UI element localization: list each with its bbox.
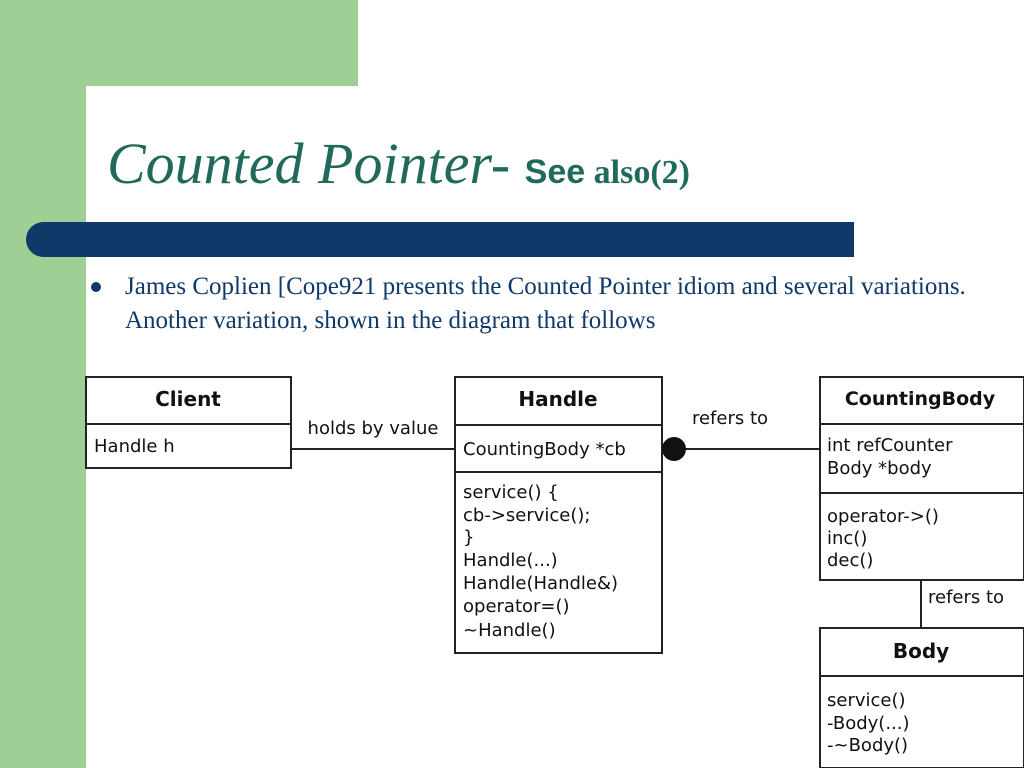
handle-op: ~Handle()	[463, 620, 556, 641]
body-class-name: Body	[892, 639, 950, 663]
refers-to-label-1: refers to	[691, 408, 769, 429]
body-op: -Body(...)	[827, 713, 910, 734]
countingbody-op: operator->()	[827, 506, 939, 527]
countingbody-class-box	[820, 377, 1024, 580]
handle-op: cb->service();	[463, 505, 591, 526]
aggregation-dot-icon	[662, 437, 686, 461]
countingbody-op: inc()	[827, 528, 868, 549]
title-see: See	[524, 153, 586, 191]
handle-class-box	[455, 377, 662, 653]
body-op: -~Body()	[827, 735, 909, 756]
handle-op: service() {	[463, 482, 559, 503]
countingbody-attr: int refCounter	[827, 435, 953, 456]
handle-class-name: Handle	[518, 387, 598, 411]
countingbody-op: dec()	[827, 550, 874, 571]
client-class-box	[86, 377, 291, 468]
body-class-box	[820, 628, 1024, 768]
body-op: service()	[827, 690, 906, 711]
holds-by-value-label: holds by value	[307, 418, 439, 439]
handle-op: Handle(Handle&)	[463, 573, 619, 594]
title-main: Counted Pointer-	[107, 131, 525, 196]
bullet-text: James Coplien [Cope921 presents the Counted Pointer idiom and several variations. Another variation, shown in the diagram that follows	[125, 273, 966, 334]
countingbody-class-name: CountingBody	[844, 388, 996, 410]
countingbody-attr: Body *body	[827, 458, 932, 479]
handle-op: operator=()	[463, 596, 570, 617]
client-attr: Handle h	[94, 436, 175, 457]
handle-op: }	[463, 527, 475, 548]
handle-attr: CountingBody *cb	[463, 439, 626, 460]
refers-to-label-2: refers to	[928, 587, 1005, 608]
title-also: also(2)	[585, 154, 690, 191]
handle-op: Handle(...)	[463, 550, 558, 571]
client-class-name: Client	[155, 387, 221, 411]
